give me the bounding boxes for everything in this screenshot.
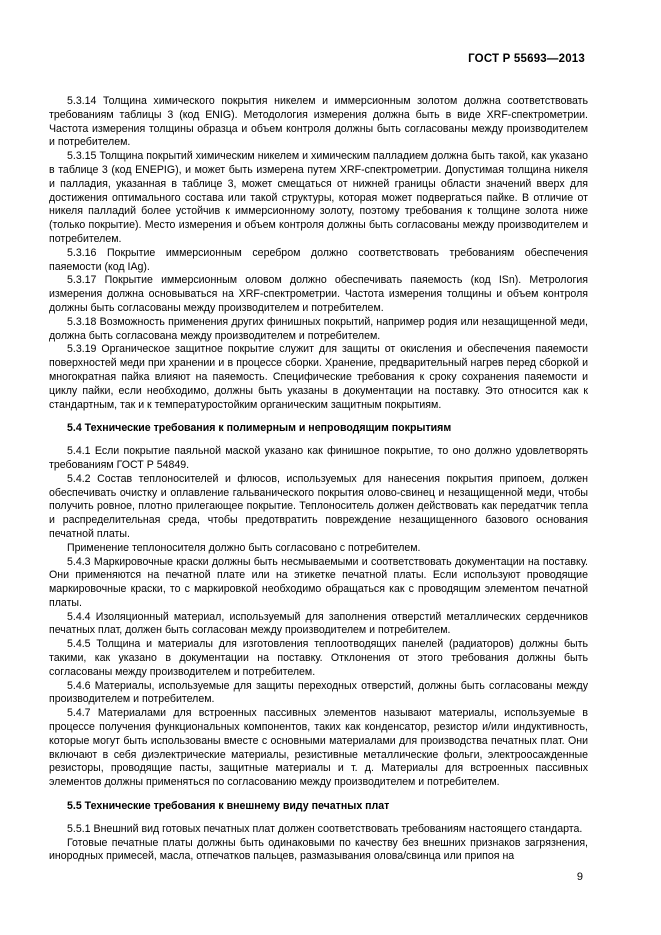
section-5-4-heading: 5.4 Технические требования к полимерным и непроводящим покрытиям — [67, 422, 452, 435]
page-number: 9 — [576, 871, 583, 883]
document-code-header: ГОСТ Р 55693—2013 — [468, 53, 585, 65]
paragraph-5-4-2: 5.4.2 Состав теплоносителей и флюсов, используемых для нанесения покрытия припоем, должен обеспечивать очистку и оплавление гальванического покрытия олово-свинец и незащищенной меди, чтобы получить ровное, плотно прилегающее покрытие. Теплоноситель должен действовать как передатчик тепла и распределительная среда, чтобы предотвратить повреждение незащищенного базового основания печатной платы. — [49, 472, 588, 540]
section-5-5-heading: 5.5 Технические требования к внешнему виду печатных плат — [67, 800, 390, 813]
paragraph-5-4-2-note: Применение теплоносителя должно быть согласовано с потребителем. — [67, 541, 421, 554]
paragraph-5-4-1: 5.4.1 Если покрытие паяльной маской указано как финишное покрытие, то оно должно удовлетворять требованиям ГОСТ Р 54849. — [49, 445, 588, 471]
page-body — [49, 95, 588, 864]
paragraph-5-3-17: 5.3.17 Покрытие иммерсионным оловом должно обеспечивать паяемость (код ISn). Метрология измерения должна основываться на XRF-спектрометрии. Частота измерения толщины и объем контроля должны быть согласованы между производителем и потребителем. — [49, 274, 588, 314]
paragraph-5-3-18: 5.3.18 Возможность применения других финишных покрытий, например родия или незащищенной меди, должна быть согласована между производителем и потребителем. — [49, 315, 588, 342]
paragraph-5-3-19: 5.3.19 Органическое защитное покрытие служит для защиты от окисления и обеспечения паяемости поверхностей меди при хранении и в процессе сборки. Хранение, предварительный нагрев перед сборкой и многократная пайка влияют на паяемость. Специфические требования к сроку сохранения паяемости и циклу пайки, если необходимо, должны быть указаны в документации на поставку. Это относится как к стандартным, так и к температуростойким органическим защитным покрытиям. — [49, 343, 588, 411]
paragraph-5-4-6: 5.4.6 Материалы, используемые для защиты переходных отверстий, должны быть согласованы между производителем и потребителем. — [49, 679, 588, 706]
paragraph-5-3-14: 5.3.14 Толщина химического покрытия никелем и иммерсионным золотом должна соответствовать требованиям таблицы 3 (код ENIG). Методология измерения должна быть в виде XRF-спектрометрии. Частота измерения толщины образца и объем контроля должны быть согласованы между производителем и потребителем. — [49, 95, 588, 149]
paragraph-5-5-1-cont: Готовые печатные платы должны быть одинаковыми по качеству без внешних признаков загрязнения, инородных примесей, масла, отпечатков пальцев, размазывания олова/свинца или припоя на — [49, 836, 588, 863]
paragraph-5-4-7: 5.4.7 Материалами для встроенных пассивных элементов называют материалы, используемые в процессе получения функциональных компонентов, таких как конденсатор, резистор и/или индуктивность, которые могут быть использованы вместе с основными материалами для производства печатных плат. Они включают в себя диэлектрические материалы, резистивные металлические фольги, электроосажденные резисторы, проводящие пасты, защитные материалы и т. д. Материалы для встроенных пассивных элементов должны применяться по согласованию между производителем и потребителем. — [49, 707, 588, 789]
paragraph-5-3-15: 5.3.15 Толщина покрытий химическим никелем и химическим палладием должна быть такой, как указано в таблице 3 (код ENEPIG), и может быть измерена путем XRF-спектрометрии. Допустимая толщина никеля и палладия, указанная в таблице 3, может смещаться от нижней границы области значений вверх для достижения оптимального состава или такой структуры, которая может подвергаться пайке. В отличие от никеля палладий более устойчив к иммерсионному золоту, поэтому требования к толщине золота ниже (только покрытие). Место измерения и объем контроля должны быть согласованы между производителем и потребителем. — [49, 150, 588, 245]
paragraph-5-4-4: 5.4.4 Изоляционный материал, используемый для заполнения отверстий металлических сердечников печатных плат, должен быть согласован между производителем и потребителем. — [49, 610, 588, 637]
paragraph-5-4-5: 5.4.5 Толщина и материалы для изготовления теплоотводящих панелей (радиаторов) должны быть такими, как указано в документации на поставку. Отклонения от этого требования должны быть согласованы между производителем и потребителем. — [49, 638, 588, 678]
paragraph-5-3-16: 5.3.16 Покрытие иммерсионным серебром должно соответствовать требованиям обеспечения паяемости (код IAg). — [49, 246, 588, 273]
paragraph-5-4-3: 5.4.3 Маркировочные краски должны быть несмываемыми и соответствовать документации на поставку. Они применяются на печатной плате или на этикетке печатной платы. Если используют проводящие маркировочные краски, то с маркировкой необходимо обращаться как с проводящим элементом печатной платы. — [49, 555, 588, 609]
paragraph-5-5-1: 5.5.1 Внешний вид готовых печатных плат должен соответствовать требованиям настоящего стандарта. — [67, 822, 583, 835]
